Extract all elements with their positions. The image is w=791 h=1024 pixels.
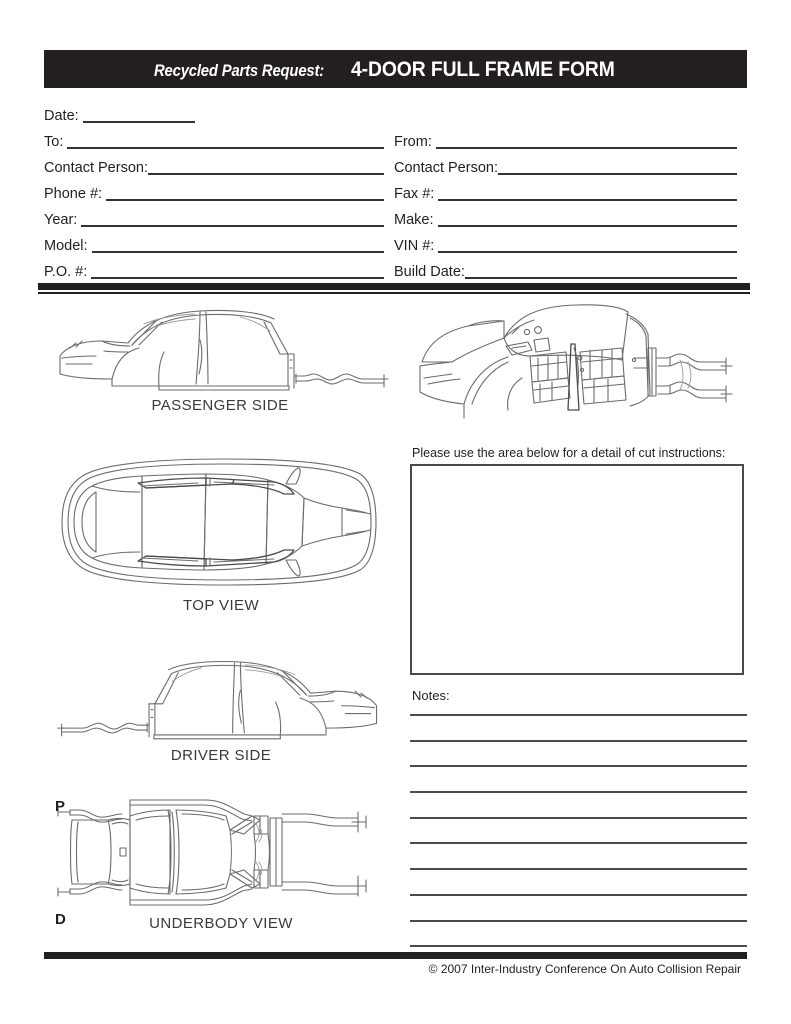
footer-copyright: © 2007 Inter-Industry Conference On Auto Collision Repair	[428, 962, 741, 976]
field-input-model[interactable]	[92, 251, 384, 253]
field-input-phone[interactable]	[106, 199, 384, 201]
field-input-po[interactable]	[91, 277, 384, 279]
note-line[interactable]	[410, 740, 747, 742]
field-input-year[interactable]	[81, 225, 384, 227]
field-input-date[interactable]	[83, 121, 195, 123]
field-label-phone: Phone #:	[44, 186, 103, 202]
field-row-date	[44, 100, 747, 126]
field-input-make[interactable]	[438, 225, 738, 227]
car-top-view-icon	[46, 450, 396, 595]
field-to[interactable]	[44, 134, 394, 152]
field-input-contact-person-from[interactable]	[498, 173, 737, 175]
car-cutaway-interior-icon	[408, 300, 748, 420]
field-label-year: Year:	[44, 212, 78, 228]
field-label-make: Make:	[394, 212, 434, 228]
car-side-view-passenger-icon	[40, 300, 400, 395]
diagram-top-view[interactable]	[46, 450, 396, 614]
underbody-passenger-marker: P	[55, 798, 66, 815]
footer-bar	[44, 952, 747, 959]
field-vin[interactable]	[394, 238, 747, 256]
car-underbody-view-icon	[46, 790, 376, 915]
note-line[interactable]	[410, 765, 747, 767]
note-line[interactable]	[410, 817, 747, 819]
field-model[interactable]	[44, 238, 394, 256]
field-label-contact-person-from: Contact Person:	[394, 160, 498, 176]
field-label-to: To:	[44, 134, 64, 150]
field-phone[interactable]	[44, 186, 394, 204]
notes-label: Notes:	[412, 688, 450, 703]
diagram-interior-cutaway[interactable]	[408, 300, 748, 420]
divider-thin-rule	[38, 292, 750, 294]
field-input-fax[interactable]	[438, 199, 737, 201]
note-line[interactable]	[410, 791, 747, 793]
diagram-caption-top-view: TOP VIEW	[183, 597, 259, 614]
field-label-vin: VIN #:	[394, 238, 435, 254]
notes-lines	[410, 714, 747, 971]
field-label-date: Date:	[44, 108, 79, 124]
field-row-po-builddate	[44, 256, 747, 282]
field-contact-person-to[interactable]	[44, 160, 394, 178]
field-date[interactable]	[44, 108, 394, 126]
car-side-view-driver-icon	[46, 650, 396, 745]
field-year[interactable]	[44, 212, 394, 230]
underbody-driver-marker: D	[55, 911, 66, 928]
field-row-to-from	[44, 126, 747, 152]
field-fax[interactable]	[394, 186, 747, 204]
section-divider	[38, 283, 750, 294]
field-input-contact-person-to[interactable]	[148, 173, 384, 175]
field-label-contact-person-to: Contact Person:	[44, 160, 148, 176]
field-label-po: P.O. #:	[44, 264, 88, 280]
cut-instructions-label: Please use the area below for a detail of cut instructions:	[412, 446, 726, 460]
diagram-driver-side[interactable]	[46, 650, 396, 764]
form-fields	[44, 100, 747, 282]
diagram-caption-passenger-side: PASSENGER SIDE	[151, 397, 289, 414]
field-label-fax: Fax #:	[394, 186, 435, 202]
field-row-contact-person	[44, 152, 747, 178]
field-label-from: From:	[394, 134, 432, 150]
field-input-vin[interactable]	[438, 251, 737, 253]
field-from[interactable]	[394, 134, 747, 152]
field-row-phone-fax	[44, 178, 747, 204]
note-line[interactable]	[410, 714, 747, 716]
field-label-build-date: Build Date:	[394, 264, 465, 280]
note-line[interactable]	[410, 920, 747, 922]
diagram-caption-driver-side: DRIVER SIDE	[170, 747, 272, 764]
field-po[interactable]	[44, 264, 394, 282]
divider-thick-rule	[38, 283, 750, 290]
form-header-bar	[44, 50, 747, 88]
note-line[interactable]	[410, 894, 747, 896]
diagram-passenger-side[interactable]	[40, 300, 400, 414]
form-header-text	[154, 58, 638, 82]
field-row-year-make	[44, 204, 747, 230]
field-row-model-vin	[44, 230, 747, 256]
field-label-model: Model:	[44, 238, 88, 254]
diagram-caption-underbody-view: UNDERBODY VIEW	[149, 915, 293, 932]
note-line[interactable]	[410, 945, 747, 947]
field-input-from[interactable]	[436, 147, 737, 149]
page-title: 4-DOOR FULL FRAME FORM	[350, 58, 615, 81]
field-build-date[interactable]	[394, 264, 747, 282]
field-input-to[interactable]	[67, 147, 384, 149]
field-input-build-date[interactable]	[465, 277, 737, 279]
field-contact-person-from[interactable]	[394, 160, 747, 178]
note-line[interactable]	[410, 842, 747, 844]
note-line[interactable]	[410, 868, 747, 870]
field-make[interactable]	[394, 212, 747, 230]
cut-instructions-box[interactable]	[410, 464, 744, 675]
diagram-underbody-view[interactable]	[46, 790, 396, 932]
header-subtitle: Recycled Parts Request:	[153, 62, 324, 80]
